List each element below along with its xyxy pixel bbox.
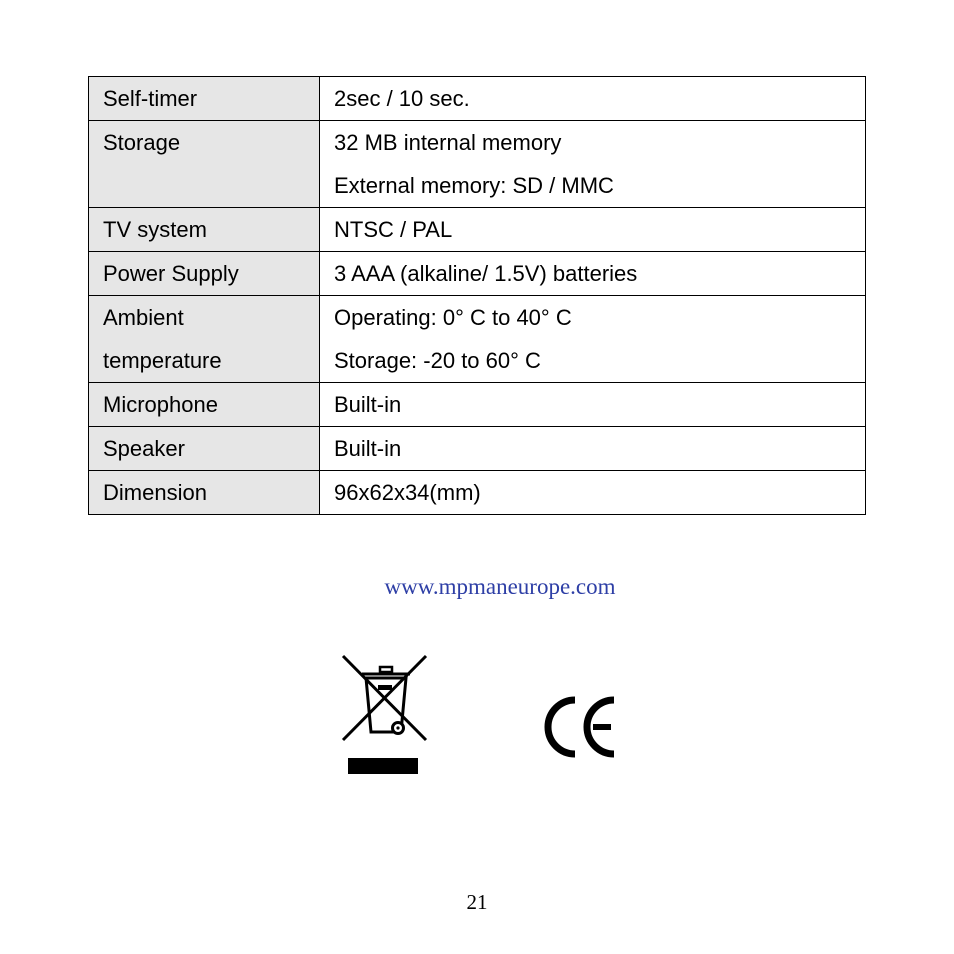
crossed-out-wheelie-bin-icon — [338, 652, 432, 778]
spec-label-cell — [89, 427, 320, 471]
spec-label-cell — [89, 383, 320, 427]
spec-value-cell — [320, 77, 866, 121]
table-row — [89, 77, 866, 121]
table-row — [89, 383, 866, 427]
specifications-table — [88, 76, 866, 515]
table-row — [89, 427, 866, 471]
page-number: 21 — [466, 890, 488, 914]
table-row — [89, 121, 866, 208]
spec-value-cell — [320, 208, 866, 252]
spec-value: External memory: SD / MMC — [334, 173, 614, 198]
spec-value: NTSC / PAL — [334, 217, 453, 242]
spec-value: 3 AAA (alkaline/ 1.5V) batteries — [334, 261, 638, 286]
spec-label: Ambient — [103, 305, 184, 330]
spec-label: Storage — [103, 130, 181, 155]
spec-value-cell — [320, 427, 866, 471]
website-url: www.mpmaneurope.com — [384, 574, 616, 599]
spec-value: 32 MB internal memory — [334, 130, 562, 155]
spec-label-cell — [89, 296, 320, 383]
spec-label-cell — [89, 252, 320, 296]
spec-value: Storage: -20 to 60° C — [334, 348, 541, 373]
spec-label: Power Supply — [103, 261, 239, 286]
spec-value: 96x62x34(mm) — [334, 480, 481, 505]
spec-label-cell — [89, 77, 320, 121]
spec-value-cell — [320, 383, 866, 427]
spec-value-cell — [320, 296, 866, 383]
spec-label: Speaker — [103, 436, 185, 461]
spec-value-cell — [320, 121, 866, 208]
spec-label-cell — [89, 208, 320, 252]
spec-value: Built-in — [334, 436, 402, 461]
table-row — [89, 252, 866, 296]
table-row — [89, 471, 866, 515]
spec-value-cell — [320, 252, 866, 296]
spec-label: Self-timer — [103, 86, 198, 111]
spec-label-cell — [89, 121, 320, 208]
spec-label: Dimension — [103, 480, 207, 505]
spec-label: temperature — [103, 348, 222, 373]
table-row — [89, 296, 866, 383]
spec-value: 2sec / 10 sec. — [334, 86, 470, 111]
spec-value-cell — [320, 471, 866, 515]
ce-mark-icon — [543, 694, 619, 760]
spec-value: Operating: 0° C to 40° C — [334, 305, 572, 330]
spec-label: Microphone — [103, 392, 218, 417]
spec-value: Built-in — [334, 392, 402, 417]
table-row — [89, 208, 866, 252]
spec-label-cell — [89, 471, 320, 515]
spec-label: TV system — [103, 217, 207, 242]
